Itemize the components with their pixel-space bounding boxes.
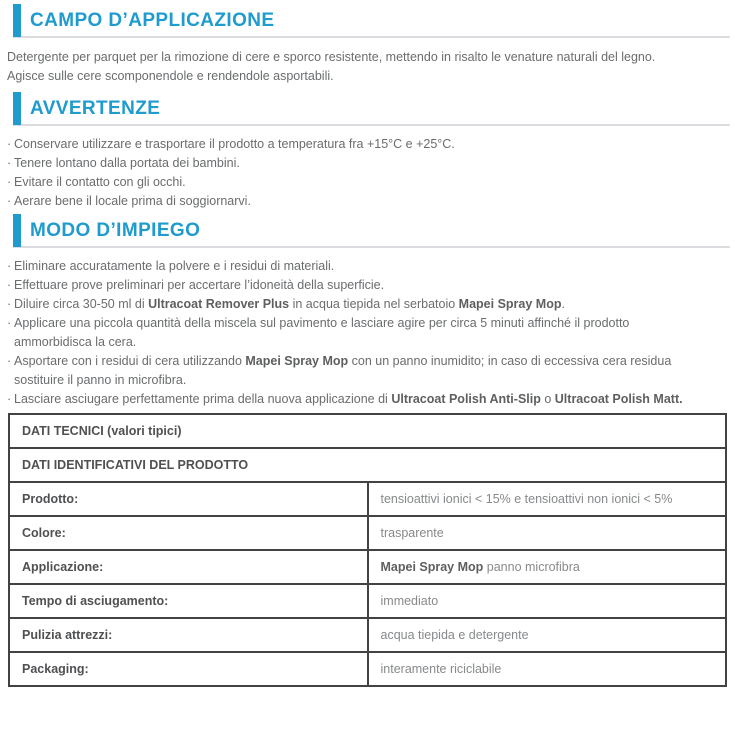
section-avvertenze bbox=[7, 93, 733, 211]
bullet-continuation-line bbox=[7, 333, 733, 352]
text: Tenere lontano dalla portata dei bambini. bbox=[14, 156, 240, 170]
paragraph-line: Agisce sulle cere scomponendole e rendendole asportabili. bbox=[7, 69, 334, 83]
section-header bbox=[13, 5, 730, 38]
bullet-dot-icon: · bbox=[7, 392, 12, 406]
table-row-label: Pulizia attrezzi: bbox=[9, 618, 368, 652]
text: Evitare il contatto con gli occhi. bbox=[14, 175, 186, 189]
table-row bbox=[9, 550, 726, 584]
table-row-value bbox=[368, 516, 727, 550]
bullet-dot-icon: · bbox=[7, 175, 12, 189]
list-item bbox=[7, 173, 733, 192]
bullet-list bbox=[7, 257, 733, 409]
bullet-list bbox=[7, 135, 733, 211]
list-item bbox=[7, 192, 733, 211]
table-row-label: Applicazione: bbox=[9, 550, 368, 584]
bullet-dot-icon: · bbox=[7, 156, 12, 170]
table-row-value bbox=[368, 584, 727, 618]
table-row-label: Colore: bbox=[9, 516, 368, 550]
bullet-dot-icon: · bbox=[7, 316, 12, 330]
bullet-line bbox=[7, 314, 733, 333]
bold-text: Mapei Spray Mop bbox=[380, 560, 484, 574]
text: Applicare una piccola quantità della miscela sul pavimento e lasciare agire per circa 5 minuti affinché il prodotto bbox=[14, 316, 630, 330]
table-row-label: Packaging: bbox=[9, 652, 368, 686]
bold-text: Ultracoat Polish Matt. bbox=[554, 392, 683, 406]
table-header-row bbox=[9, 414, 726, 448]
text: Asportare con i residui di cera utilizzando bbox=[14, 354, 246, 368]
bullet-continuation-line bbox=[7, 371, 733, 390]
list-item bbox=[7, 295, 733, 314]
section-title: MODO D’IMPIEGO bbox=[30, 219, 201, 241]
bullet-line bbox=[7, 192, 733, 211]
text: Effettuare prove preliminari per accertare l’idoneità della superficie. bbox=[14, 278, 385, 292]
section-header bbox=[13, 215, 730, 248]
text: Eliminare accuratamente la polvere e i residui di materiali. bbox=[14, 259, 335, 273]
bullet-dot-icon: · bbox=[7, 259, 12, 273]
list-item bbox=[7, 154, 733, 173]
accent-bar-icon bbox=[13, 4, 21, 37]
bullet-line bbox=[7, 276, 733, 295]
section-header bbox=[13, 93, 730, 126]
text: in acqua tiepida nel serbatoio bbox=[289, 297, 459, 311]
bold-text: Mapei Spray Mop bbox=[458, 297, 562, 311]
table-row-label: Tempo di asciugamento: bbox=[9, 584, 368, 618]
bold-text: Ultracoat Remover Plus bbox=[148, 297, 290, 311]
text: Conservare utilizzare e trasportare il prodotto a temperatura fra +15°C e +25°C. bbox=[14, 137, 455, 151]
bullet-dot-icon: · bbox=[7, 137, 12, 151]
text: trasparente bbox=[380, 526, 444, 540]
text: o bbox=[540, 392, 555, 406]
paragraph-line: Detergente per parquet per la rimozione di cere e sporco resistente, mettendo in risalto le venature naturali del legno. bbox=[7, 50, 656, 64]
text: interamente riciclabile bbox=[380, 662, 502, 676]
list-item bbox=[7, 276, 733, 295]
table-header-cell: DATI IDENTIFICATIVI DEL PRODOTTO bbox=[9, 448, 726, 482]
list-item bbox=[7, 314, 733, 352]
bullet-line bbox=[7, 295, 733, 314]
bold-text: Ultracoat Polish Anti-Slip bbox=[391, 392, 541, 406]
bullet-dot-icon: · bbox=[7, 278, 12, 292]
text: . bbox=[561, 297, 565, 311]
bullet-line bbox=[7, 352, 733, 371]
bullet-line bbox=[7, 135, 733, 154]
table-header-row bbox=[9, 448, 726, 482]
bullet-line bbox=[7, 173, 733, 192]
text: Aerare bene il locale prima di soggiornarvi. bbox=[14, 194, 251, 208]
bullet-line bbox=[7, 390, 733, 409]
bullet-line bbox=[7, 257, 733, 276]
section-modo-impiego bbox=[7, 215, 733, 409]
table-row-value bbox=[368, 618, 727, 652]
table-row bbox=[9, 618, 726, 652]
bold-text: Mapei Spray Mop bbox=[245, 354, 349, 368]
text: con un panno inumidito; in caso di eccessiva cera residua bbox=[348, 354, 672, 368]
accent-bar-icon bbox=[13, 92, 21, 125]
text: tensioattivi ionici < 15% e tensioattivi non ionici < 5% bbox=[380, 492, 673, 506]
list-item bbox=[7, 352, 733, 390]
section-campo-applicazione bbox=[7, 5, 733, 86]
list-item bbox=[7, 135, 733, 154]
text: immediato bbox=[380, 594, 439, 608]
text: Diluire circa 30-50 ml di bbox=[14, 297, 149, 311]
section-title: AVVERTENZE bbox=[30, 97, 161, 119]
list-item bbox=[7, 390, 733, 409]
text: Lasciare asciugare perfettamente prima della nuova applicazione di bbox=[14, 392, 392, 406]
table-row-value bbox=[368, 482, 727, 516]
text: panno microfibra bbox=[483, 560, 580, 574]
bullet-dot-icon: · bbox=[7, 354, 12, 368]
technical-data-table-body bbox=[9, 414, 726, 686]
table-row-value bbox=[368, 652, 727, 686]
accent-bar-icon bbox=[13, 214, 21, 247]
table-row bbox=[9, 482, 726, 516]
table-row-label: Prodotto: bbox=[9, 482, 368, 516]
table-row-value bbox=[368, 550, 727, 584]
table-row bbox=[9, 516, 726, 550]
bullet-dot-icon: · bbox=[7, 297, 12, 311]
table-row bbox=[9, 652, 726, 686]
table-row bbox=[9, 584, 726, 618]
technical-data-table bbox=[8, 413, 727, 687]
text: ammorbidisca la cera. bbox=[14, 335, 137, 349]
table-header-cell: DATI TECNICI (valori tipici) bbox=[9, 414, 726, 448]
text: sostituire il panno in microfibra. bbox=[14, 373, 187, 387]
list-item bbox=[7, 257, 733, 276]
bullet-line bbox=[7, 154, 733, 173]
bullet-dot-icon: · bbox=[7, 194, 12, 208]
text: acqua tiepida e detergente bbox=[380, 628, 529, 642]
section-paragraph bbox=[7, 48, 733, 86]
section-title: CAMPO D’APPLICAZIONE bbox=[30, 9, 275, 31]
